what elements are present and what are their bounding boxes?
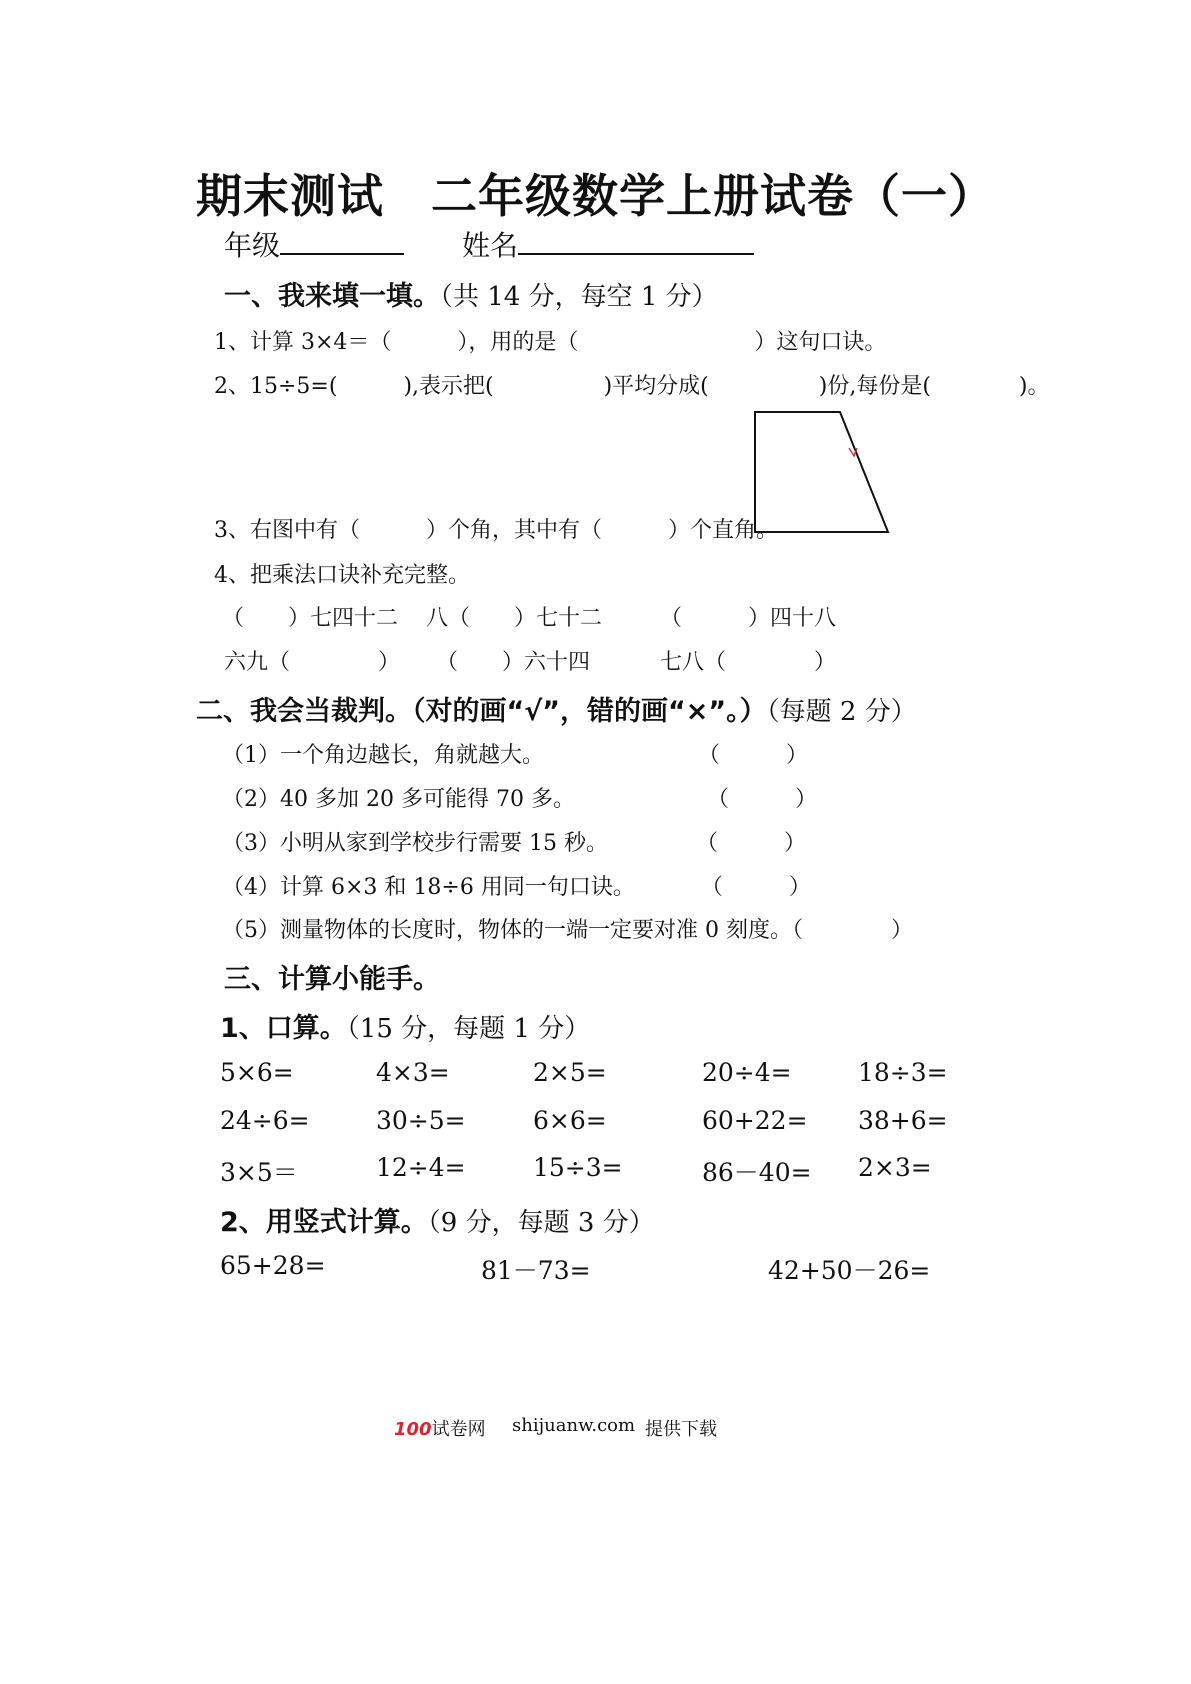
judge-item-1: （1）一个角边越长，角就越大。 （ ） [222,743,808,768]
judge-item-4: （4）计算 6×3 和 18÷6 用同一句口诀。 （ ） [222,875,811,900]
mental-problem: 30÷5= [376,1106,466,1135]
section-2-title: 二、我会当裁判。（对的画“√”，错的画“×”。） [196,696,767,727]
question-1-1: 1、计算 3×4＝（ ），用的是（ ）这句口诀。 [214,330,887,355]
section-2-heading [196,689,917,728]
section-1-title: 一、我来填一填。 [224,281,440,312]
vertical-problem: 42+50－26= [768,1256,931,1285]
mental-math-heading [220,1006,590,1045]
mult-rhyme-4: 六九（ ） [224,650,401,675]
mental-problem: 20÷4= [702,1058,792,1087]
mult-rhyme-5: （ ）六十四 [436,650,591,675]
section-1-note: （共 14 分，每空 1 分） [440,282,718,312]
vertical-calc-title: 2、用竖式计算。 [220,1207,428,1238]
judge-item-2: （2）40 多加 20 多可能得 70 多。 （ ） [222,787,817,812]
judge-item-3: （3）小明从家到学校步行需要 15 秒。 （ ） [222,831,806,856]
logo-100-icon: 100 [394,1419,432,1440]
mental-problem: 4×3= [376,1058,450,1087]
footer-site [394,1415,486,1441]
question-1-2: 2、15÷5=( ),表示把( )平均分成( )份,每份是( )。 [214,374,1050,399]
mult-rhyme-2: 八（ ）七十二 [426,606,603,631]
footer-site-name: 试卷网 [431,1419,486,1440]
mental-problem: 2×5= [533,1058,607,1087]
grade-blank[interactable] [280,253,404,255]
mental-problem: 6×6= [533,1106,607,1135]
vertical-calc-note: （9 分，每题 3 分） [427,1208,655,1238]
judge-item-5: （5）测量物体的长度时，物体的一端一定要对准 0 刻度。（ ） [222,918,913,943]
name-label: 姓名 [462,229,519,262]
vertical-calc-heading [220,1200,655,1239]
footer-tagline: 提供下载 [645,1419,717,1440]
mental-problem: 86－40= [702,1158,812,1187]
mult-rhyme-6: 七八（ ） [660,650,837,675]
mult-rhyme-3: （ ）四十八 [660,606,837,631]
mental-problem: 15÷3= [533,1153,623,1182]
vertical-problem: 65+28= [220,1251,326,1280]
section-2-note: （每题 2 分） [766,697,917,727]
mental-problem: 18÷3= [858,1058,948,1087]
mental-problem: 3×5＝ [220,1158,298,1187]
mental-problem: 12÷4= [376,1153,466,1182]
question-1-3: 3、右图中有（ ）个角，其中有（ ）个直角。 [214,518,778,543]
mult-rhyme-1: （ ）七四十二 [222,606,399,631]
vertical-problem: 81－73= [481,1256,591,1285]
page-title: 期末测试 二年级数学上册试卷（一） [196,169,995,223]
grade-label: 年级 [224,229,281,262]
mental-problem: 38+6= [858,1106,948,1135]
mental-math-title: 1、口算。 [220,1013,347,1044]
footer-url[interactable]: shijuanw.com [512,1415,636,1436]
mental-problem: 5×6= [220,1058,294,1087]
name-blank[interactable] [518,253,754,255]
mental-problem: 60+22= [702,1106,808,1135]
section-1-heading [224,274,718,313]
question-1-4: 4、把乘法口诀补充完整。 [214,563,470,588]
mental-problem: 24÷6= [220,1106,310,1135]
section-3-heading: 三、计算小能手。 [224,964,440,995]
mental-math-note: （15 分，每题 1 分） [346,1014,591,1044]
mental-problem: 2×3= [858,1153,932,1182]
